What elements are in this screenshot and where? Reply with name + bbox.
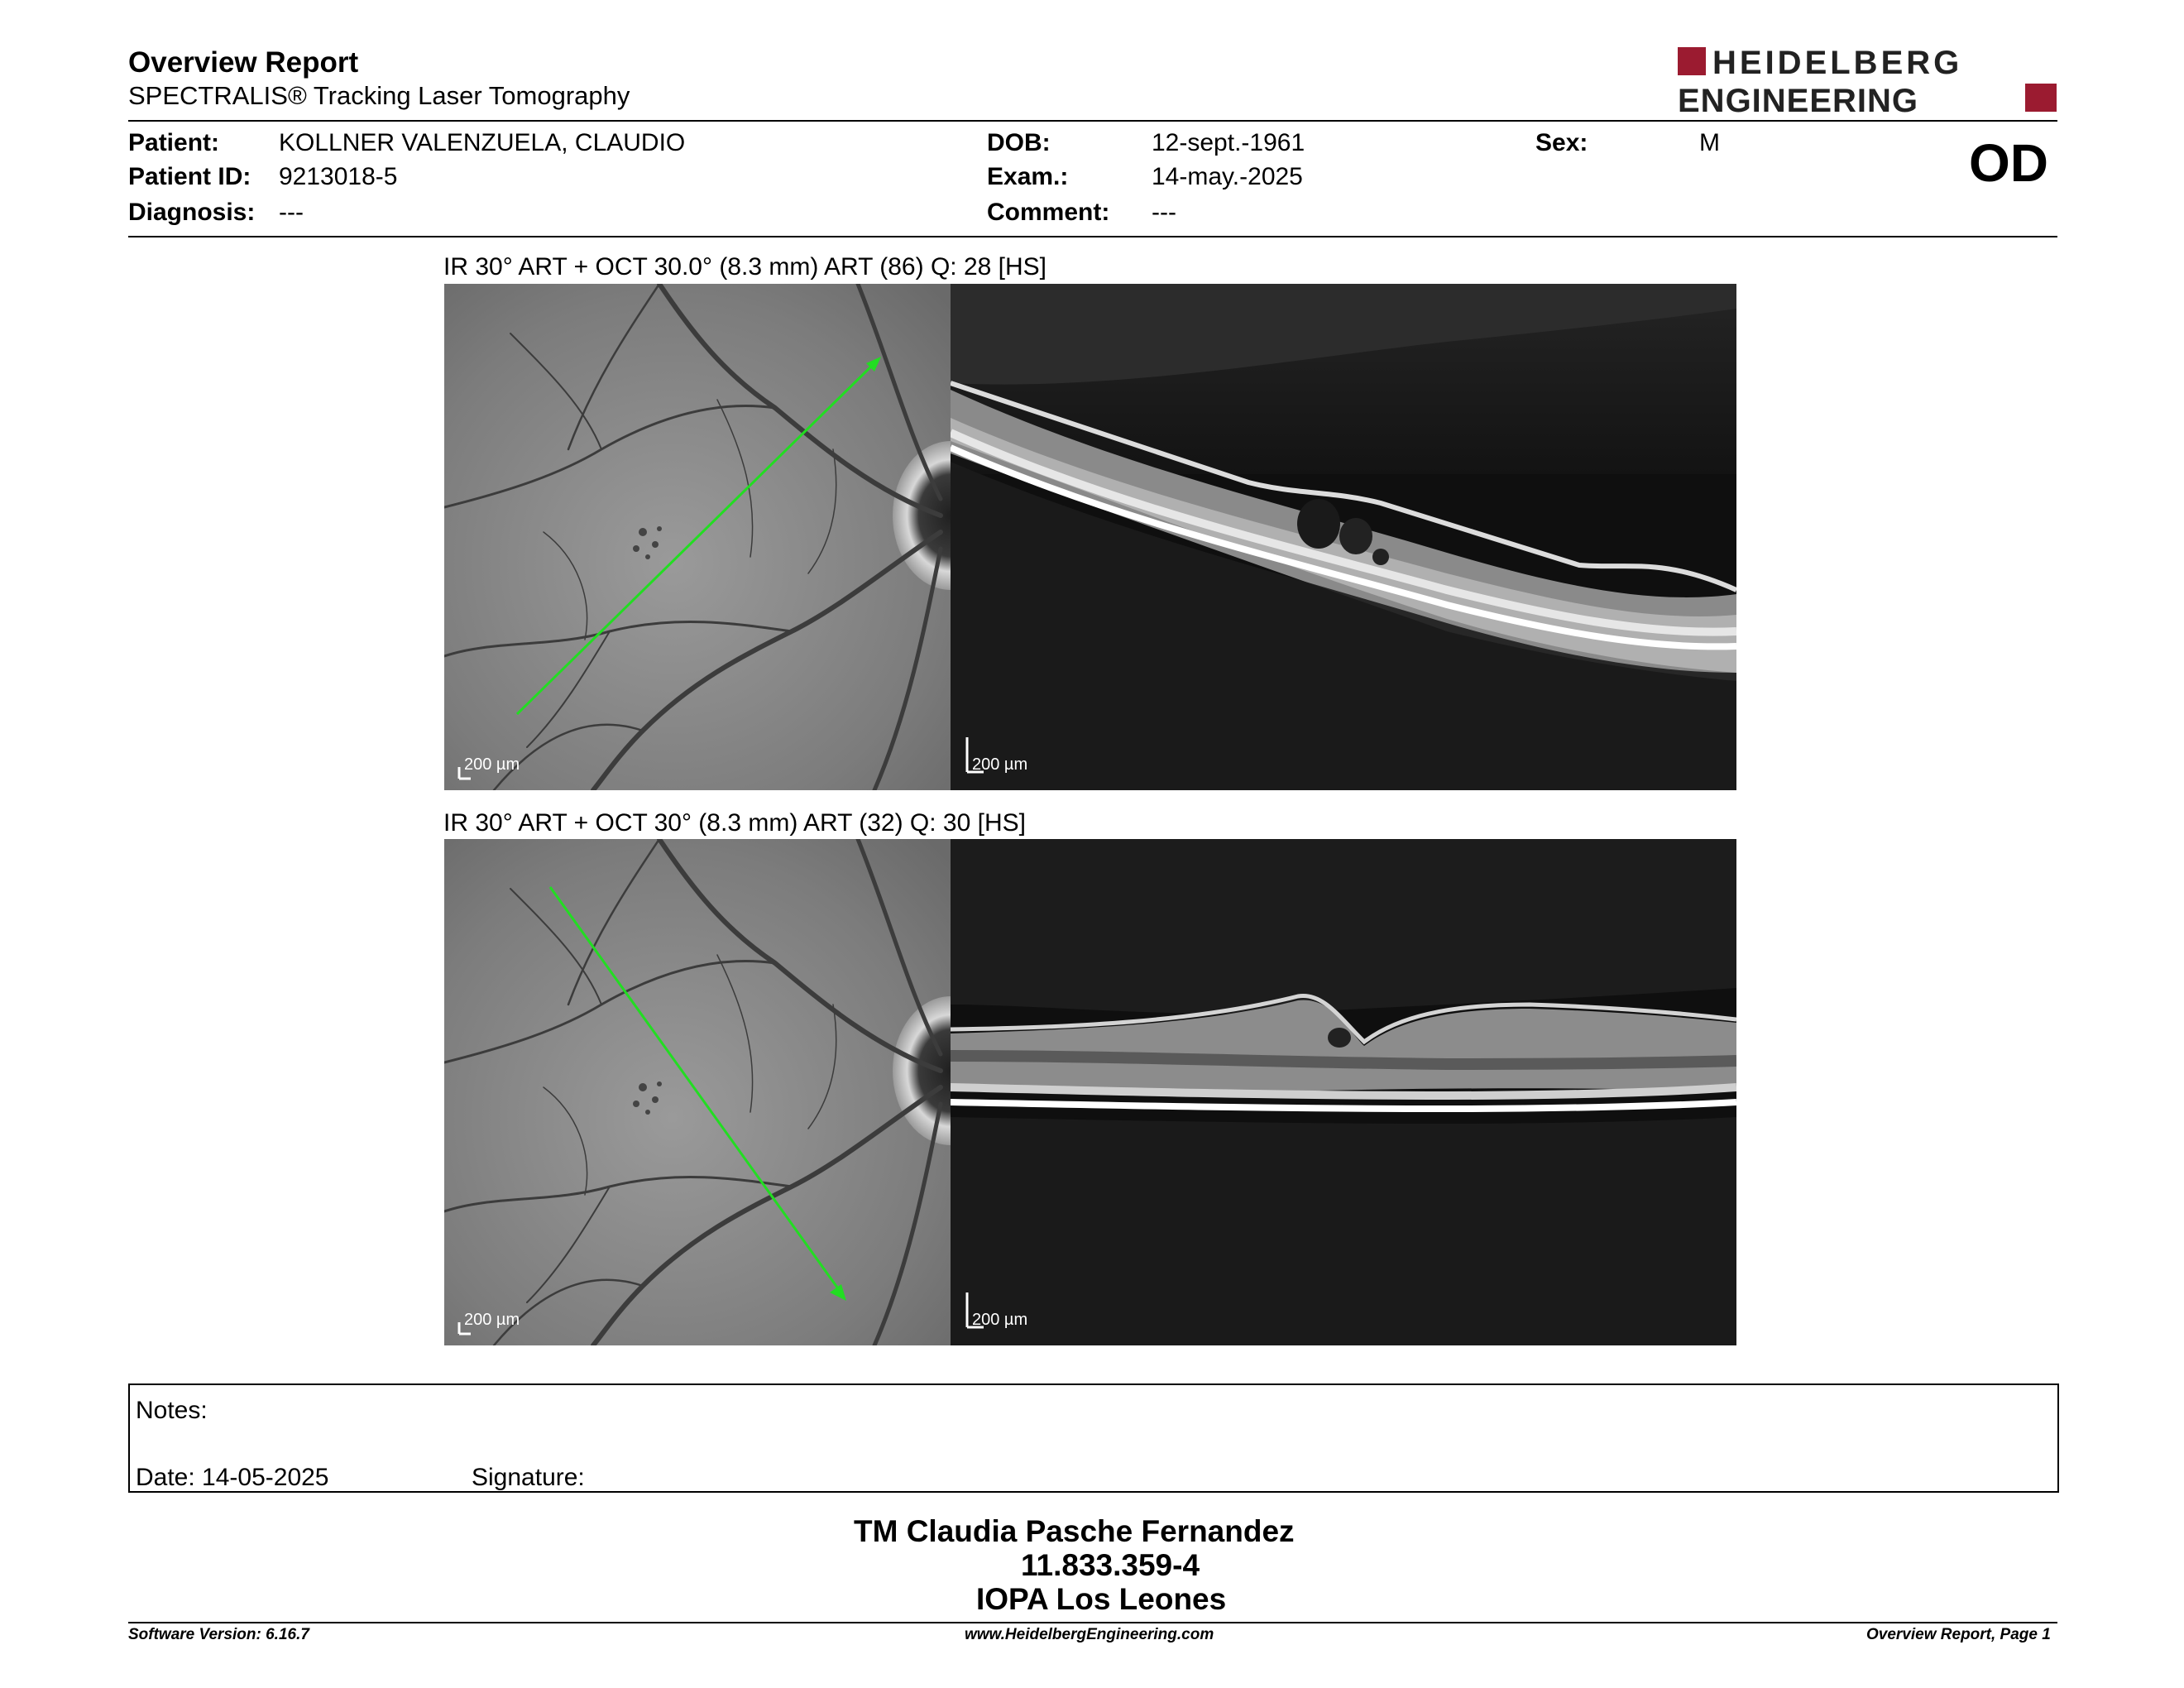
signature-id: 11.833.359-4 — [1021, 1548, 1200, 1582]
patient-rule — [128, 236, 2057, 237]
dob-label: DOB: — [987, 129, 1051, 156]
comment-value: --- — [1152, 199, 1176, 226]
logo-text-1: HEIDELBERG — [1712, 46, 1963, 81]
scan-2-caption: IR 30° ART + OCT 30° (8.3 mm) ART (32) Q: 30 [HS] — [443, 809, 1026, 837]
scan-1-oct-scale: 200 µm — [972, 755, 1028, 774]
scan-1-ir-scale: 200 µm — [464, 755, 520, 774]
diagnosis-value: --- — [279, 199, 304, 226]
sex-value: M — [1699, 129, 1720, 156]
report-subtitle: SPECTRALIS® Tracking Laser Tomography — [128, 81, 630, 110]
patient-name: KOLLNER VALENZUELA, CLAUDIO — [279, 129, 686, 156]
logo-text-2: ENGINEERING — [1678, 83, 1919, 115]
notes-label: Notes: — [136, 1397, 208, 1424]
exam-value: 14-may.-2025 — [1152, 163, 1303, 190]
scan-1-ir-image — [444, 284, 951, 790]
dob-value: 12-sept.-1961 — [1152, 129, 1305, 156]
comment-label: Comment: — [987, 199, 1110, 226]
patient-id-label: Patient ID: — [128, 163, 251, 190]
signature-place: IOPA Los Leones — [976, 1582, 1227, 1616]
signature-name: TM Claudia Pasche Fernandez — [854, 1514, 1295, 1548]
exam-label: Exam.: — [987, 163, 1069, 190]
scan-2-ir-image — [444, 839, 951, 1345]
footer-page: Overview Report, Page 1 — [1866, 1626, 2051, 1643]
scan-2-oct-scale: 200 µm — [972, 1311, 1028, 1329]
notes-box — [128, 1383, 2059, 1493]
heidelberg-logo — [1678, 46, 2058, 115]
eye-indicator: OD — [1969, 133, 2048, 193]
footer-rule — [128, 1622, 2057, 1623]
diagnosis-label: Diagnosis: — [128, 199, 256, 226]
scan-1-caption: IR 30° ART + OCT 30.0° (8.3 mm) ART (86) Q: 28 [HS] — [443, 253, 1046, 281]
scan-2-oct-image — [951, 839, 1736, 1345]
notes-date: Date: 14-05-2025 — [136, 1464, 329, 1491]
scan-1-oct-image — [951, 284, 1736, 790]
footer-software: Software Version: 6.16.7 — [128, 1626, 309, 1643]
scan-2-ir-scale: 200 µm — [464, 1311, 520, 1329]
report-title: Overview Report — [128, 46, 359, 79]
patient-label: Patient: — [128, 129, 220, 156]
notes-signature-label: Signature: — [472, 1464, 585, 1491]
patient-id: 9213018-5 — [279, 163, 398, 190]
footer-website[interactable]: www.HeidelbergEngineering.com — [965, 1626, 1214, 1643]
header-rule — [128, 120, 2057, 122]
sex-label: Sex: — [1535, 129, 1588, 156]
